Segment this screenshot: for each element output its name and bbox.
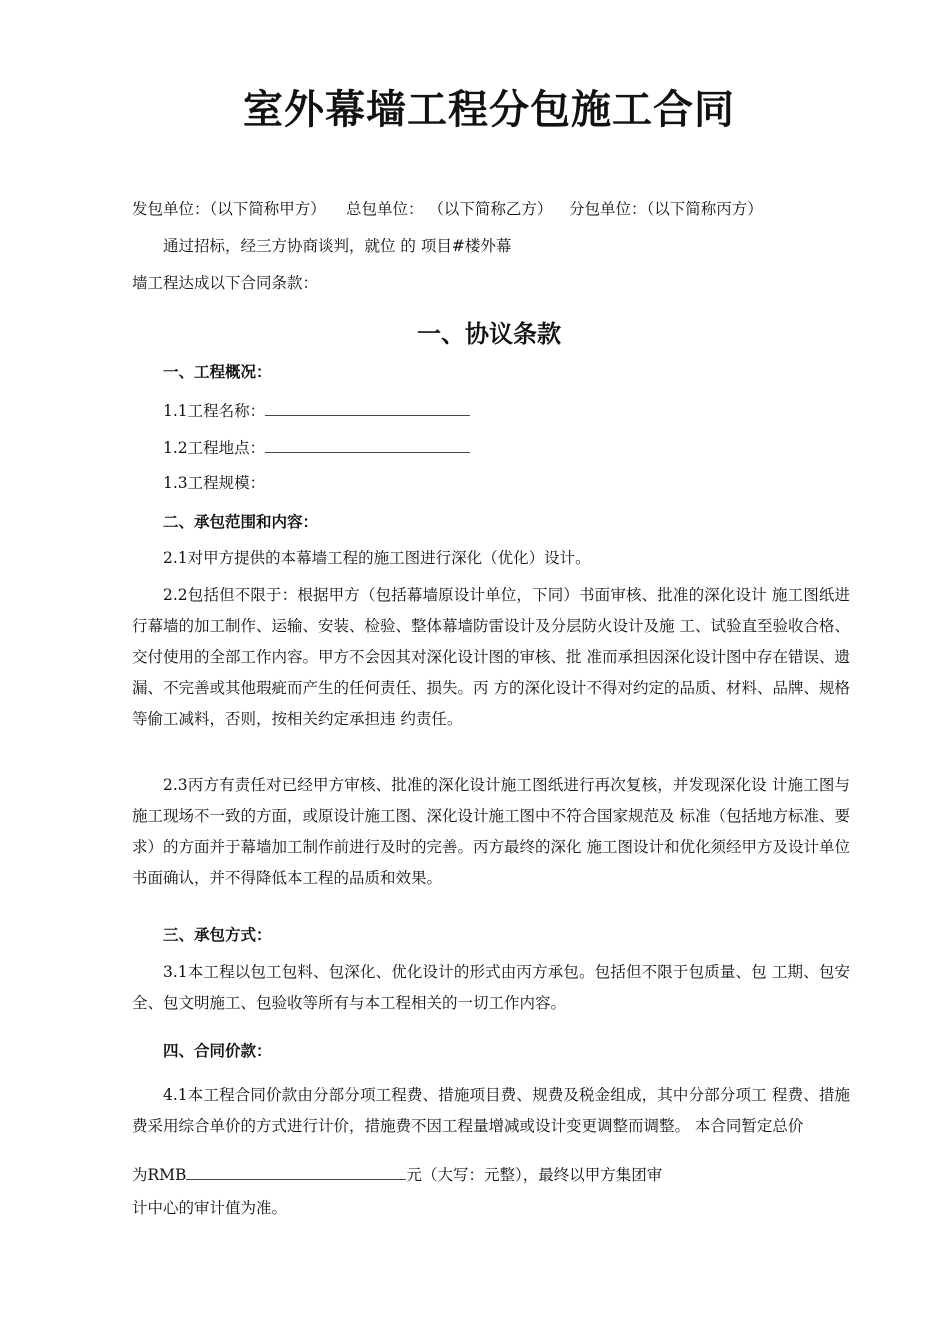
clause-1-2	[163, 438, 470, 457]
section-title-agreement: 一、协议条款	[417, 319, 561, 348]
document-title: 室外幕墙工程分包施工合同	[243, 86, 735, 133]
contract-price-line	[132, 1165, 662, 1184]
clause-2-1: 2.1对甲方提供的本幕墙工程的施工图进行深化（优化）设计。	[163, 549, 591, 567]
price-last-line: 计中心的审计值为准。	[132, 1199, 288, 1217]
party-employer: 发包单位：（以下简称甲方）	[132, 200, 326, 218]
clause-1-heading: 一、工程概况：	[163, 362, 272, 381]
clause-4-1: 4.1本工程合同价款由分部分项工程费、措施项目费、规费及税金组成，其中分部分项工 程费、措施费采用综合单价的方式进行计价，措施费不因工程量增减或设计变更调整而调整。 本合同暂定总价	[132, 1086, 850, 1135]
clause-1-1	[163, 401, 470, 420]
price-suffix: 元（大写：元整），最终以甲方集团审	[406, 1166, 663, 1184]
price-amount-blank	[186, 1165, 406, 1180]
project-location-label: 1.2工程地点：	[163, 439, 266, 457]
project-name-label: 1.1工程名称：	[163, 402, 266, 420]
project-location-blank	[265, 438, 470, 453]
party-subcontractor: 分包单位：（以下简称丙方）	[569, 200, 763, 218]
clause-3-1: 3.1本工程以包工包料、包深化、优化设计的形式由丙方承包。包括但不限于包质量、包 工期、包安全、包文明施工、包验收等所有与本工程相关的一切工作内容。	[132, 963, 850, 1012]
clause-3-heading: 三、承包方式：	[163, 925, 272, 944]
clause-4-heading: 四、合同价款：	[163, 1041, 272, 1060]
clause-2-2: 2.2包括但不限于：根据甲方（包括幕墙原设计单位，下同）书面审核、批准的深化设计 施工图纸进行幕墙的加工制作、运输、安装、检验、整体幕墙防雷设计及分层防火设计及施 工、试验直至验收合格、交付使用的全部工作内容。甲方不会因其对深化设计图的审核、批 准而承担因深化设计图中存在错误、遗漏、不完善或其他瑕疵而产生的任何责任、损失。丙 方的深化设计不得对约定的品质、材料、品牌、规格等偷工减料，否则，按相关约定承担违 约责任。	[132, 586, 850, 728]
party-general-contractor: 总包单位： （以下简称乙方）	[346, 200, 553, 218]
price-prefix: 为RMB	[132, 1166, 187, 1184]
clause-1-3: 1.3工程规模：	[163, 474, 266, 492]
intro-line-1: 通过招标，经三方协商谈判，就位 的 项目#楼外幕	[163, 237, 512, 255]
intro-line-2: 墙工程达成以下合同条款：	[132, 274, 319, 292]
clause-2-3: 2.3丙方有责任对已经甲方审核、批准的深化设计施工图纸进行再次复核，并发现深化设 计施工图与施工现场不一致的方面，或原设计施工图、深化设计施工图中不符合国家规范及 标准（包括地方标准、要求）的方面并于幕墙加工制作前进行及时的完善。丙方最终的深化 施工图设计和优化须经甲方及设计单位书面确认，并不得降低本工程的品质和效果。	[132, 776, 850, 887]
project-name-blank	[265, 401, 470, 416]
clause-2-heading: 二、承包范围和内容：	[163, 512, 319, 531]
